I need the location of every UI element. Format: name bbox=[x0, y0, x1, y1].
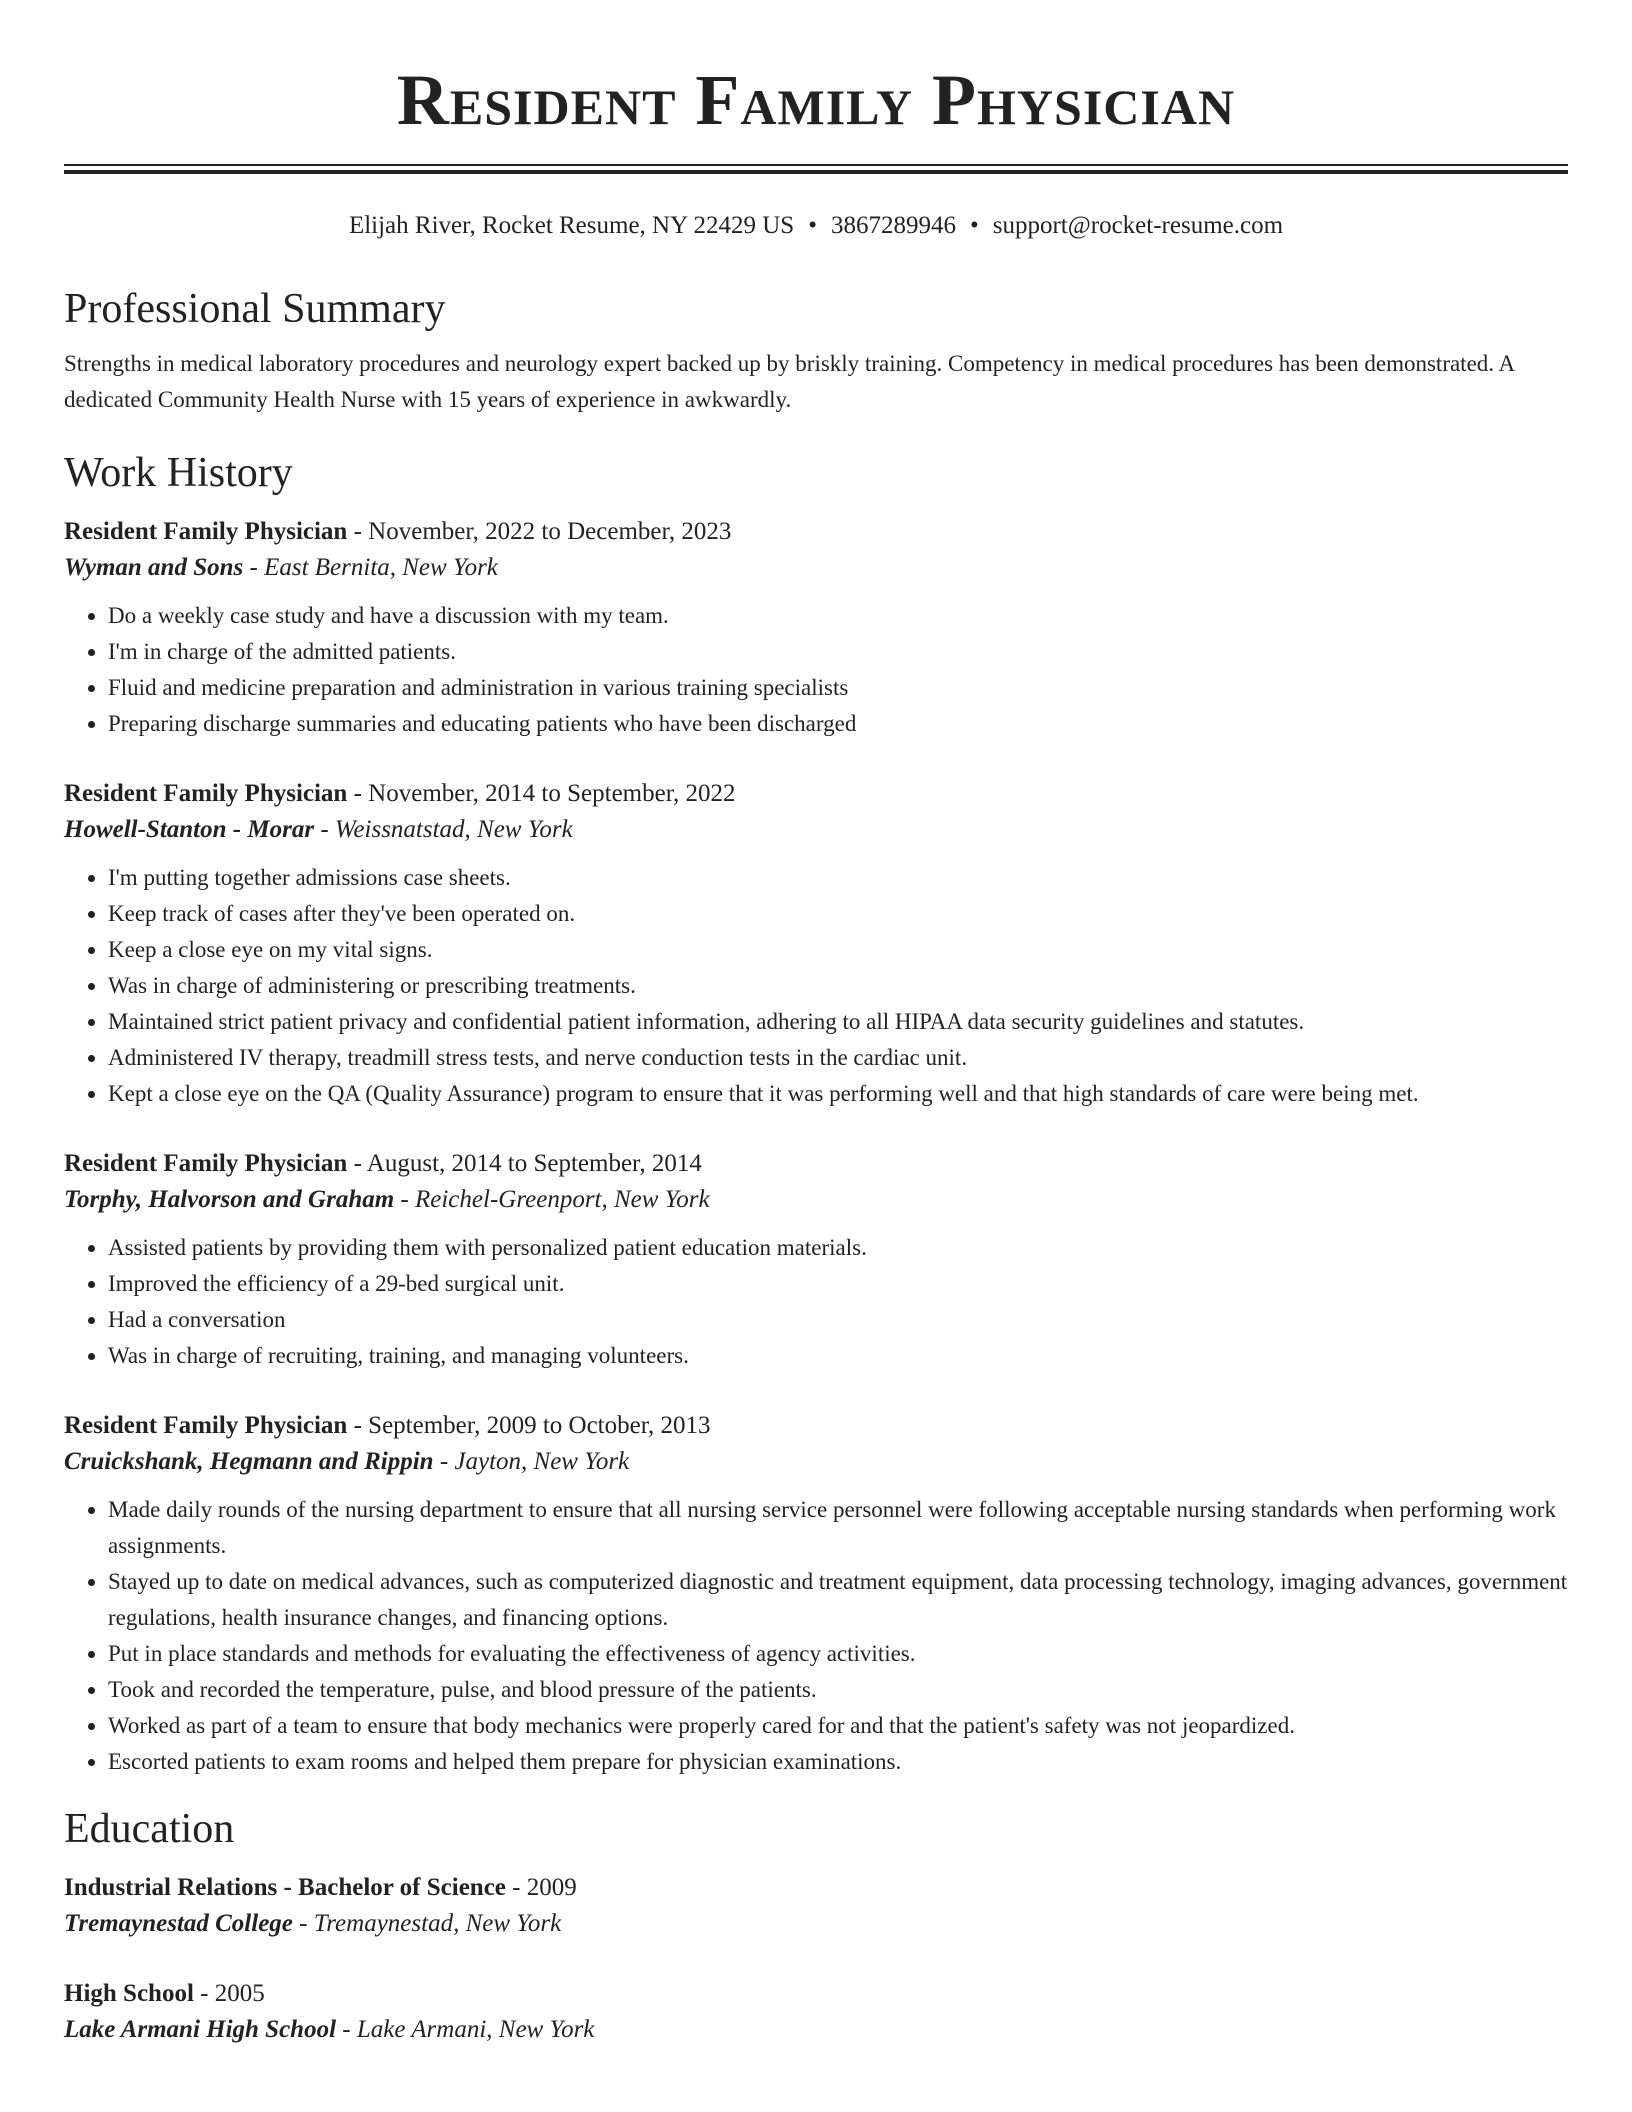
list-item: • Administered IV therapy, treadmill stress tests, and nerve conduction tests in the cardiac unit. bbox=[108, 1040, 1568, 1076]
education-entry bbox=[64, 1976, 1568, 2048]
company-line bbox=[64, 550, 1568, 586]
company-name: Wyman and Sons bbox=[64, 554, 244, 581]
degree: Industrial Relations - Bachelor of Science bbox=[64, 1874, 506, 1901]
list-item: • Worked as part of a team to ensure that body mechanics were properly cared for and that the patient's safety was not jeopardized. bbox=[108, 1708, 1568, 1744]
job-entry bbox=[64, 1408, 1568, 1780]
job-dates: - November, 2022 to December, 2023 bbox=[347, 518, 732, 545]
contact-address: Elijah River, Rocket Resume, NY 22429 US bbox=[348, 212, 795, 239]
school-line bbox=[64, 2012, 1568, 2048]
graduation-year: - 2005 bbox=[193, 1980, 265, 2007]
list-item: • Keep a close eye on my vital signs. bbox=[108, 932, 1568, 968]
company-line bbox=[64, 1182, 1568, 1218]
job-dates: - November, 2014 to September, 2022 bbox=[347, 780, 736, 807]
company-name: Howell-Stanton - Morar bbox=[64, 816, 315, 843]
job-title: Resident Family Physician bbox=[64, 518, 348, 545]
school-name: Lake Armani High School bbox=[64, 2016, 337, 2043]
job-title: Resident Family Physician bbox=[64, 1412, 348, 1439]
job-bullets bbox=[64, 860, 1568, 1112]
job-title: Resident Family Physician bbox=[64, 780, 348, 807]
title-divider bbox=[64, 164, 1568, 174]
contact-separator: • bbox=[808, 212, 817, 239]
list-item: • Was in charge of recruiting, training, and managing volunteers. bbox=[108, 1338, 1568, 1374]
job-dates: - September, 2009 to October, 2013 bbox=[347, 1412, 711, 1439]
company-line bbox=[64, 1444, 1568, 1480]
job-title-line bbox=[64, 1146, 1568, 1182]
job-bullets bbox=[64, 1492, 1568, 1780]
company-location: - East Bernita, New York bbox=[243, 554, 498, 581]
job-dates: - August, 2014 to September, 2014 bbox=[347, 1150, 702, 1177]
degree-line bbox=[64, 1870, 1568, 1906]
company-location: - Reichel-Greenport, New York bbox=[394, 1186, 710, 1213]
list-item: • Maintained strict patient privacy and confidential patient information, adhering to all HIPAA data security guidelines and statutes. bbox=[108, 1004, 1568, 1040]
company-name: Torphy, Halvorson and Graham bbox=[64, 1186, 395, 1213]
job-title: Resident Family Physician bbox=[64, 1150, 348, 1177]
summary-heading: Professional Summary bbox=[64, 286, 446, 332]
list-item: • Stayed up to date on medical advances, such as computerized diagnostic and treatment equipment, data processing technology, imaging advances, government regulations, health insurance changes, and financing options. bbox=[108, 1564, 1568, 1636]
degree-line bbox=[64, 1976, 1568, 2012]
list-item: • Put in place standards and methods for evaluating the effectiveness of agency activities. bbox=[108, 1636, 1568, 1672]
list-item: • Do a weekly case study and have a discussion with my team. bbox=[108, 598, 1568, 634]
company-name: Cruickshank, Hegmann and Rippin bbox=[64, 1448, 434, 1475]
company-location: - Jayton, New York bbox=[433, 1448, 630, 1475]
education-heading: Education bbox=[64, 1806, 235, 1852]
school-line bbox=[64, 1906, 1568, 1942]
job-entry bbox=[64, 1146, 1568, 1374]
contact-separator: • bbox=[969, 212, 979, 239]
school-location: - Tremaynestad, New York bbox=[292, 1910, 562, 1937]
education-entry bbox=[64, 1870, 1568, 1942]
graduation-year: - 2009 bbox=[505, 1874, 577, 1901]
list-item: • Fluid and medicine preparation and administration in various training specialists bbox=[108, 670, 1568, 706]
contact-line bbox=[64, 210, 1568, 242]
list-item: • Kept a close eye on the QA (Quality Assurance) program to ensure that it was performing well and that high standards of care were being met. bbox=[108, 1076, 1568, 1112]
job-entry bbox=[64, 776, 1568, 1112]
list-item: • Assisted patients by providing them with personalized patient education materials. bbox=[108, 1230, 1568, 1266]
list-item: • Had a conversation bbox=[108, 1302, 1568, 1338]
list-item: • Made daily rounds of the nursing department to ensure that all nursing service personnel were following acceptable nursing standards when performing work assignments. bbox=[108, 1492, 1568, 1564]
job-bullets bbox=[64, 598, 1568, 742]
school-location: - Lake Armani, New York bbox=[336, 2016, 595, 2043]
list-item: • Improved the efficiency of a 29-bed surgical unit. bbox=[108, 1266, 1568, 1302]
list-item: • I'm putting together admissions case sheets. bbox=[108, 860, 1568, 896]
contact-email: support@rocket-resume.com bbox=[992, 212, 1284, 239]
job-title-line bbox=[64, 514, 1568, 550]
resume-title: Resident Family Physician bbox=[396, 60, 1236, 140]
list-item: • Keep track of cases after they've been operated on. bbox=[108, 896, 1568, 932]
list-item: • I'm in charge of the admitted patients. bbox=[108, 634, 1568, 670]
company-location: - Weissnatstad, New York bbox=[314, 816, 573, 843]
contact-phone: 3867289946 bbox=[830, 212, 956, 239]
summary-text: Strengths in medical laboratory procedures and neurology expert backed up by briskly training. Competency in medical procedures has been demonstrated. A dedicated Community Health Nurse with 15 years of experience in awkwardly. bbox=[64, 351, 1514, 412]
company-line bbox=[64, 812, 1568, 848]
job-bullets bbox=[64, 1230, 1568, 1374]
list-item: • Took and recorded the temperature, pulse, and blood pressure of the patients. bbox=[108, 1672, 1568, 1708]
list-item: • Preparing discharge summaries and educating patients who have been discharged bbox=[108, 706, 1568, 742]
school-name: Tremaynestad College bbox=[64, 1910, 293, 1937]
degree: High School bbox=[64, 1980, 194, 2007]
list-item: • Escorted patients to exam rooms and helped them prepare for physician examinations. bbox=[108, 1744, 1568, 1780]
job-entry bbox=[64, 514, 1568, 742]
list-item: • Was in charge of administering or prescribing treatments. bbox=[108, 968, 1568, 1004]
job-title-line bbox=[64, 776, 1568, 812]
work-history-heading: Work History bbox=[64, 450, 293, 496]
job-title-line bbox=[64, 1408, 1568, 1444]
